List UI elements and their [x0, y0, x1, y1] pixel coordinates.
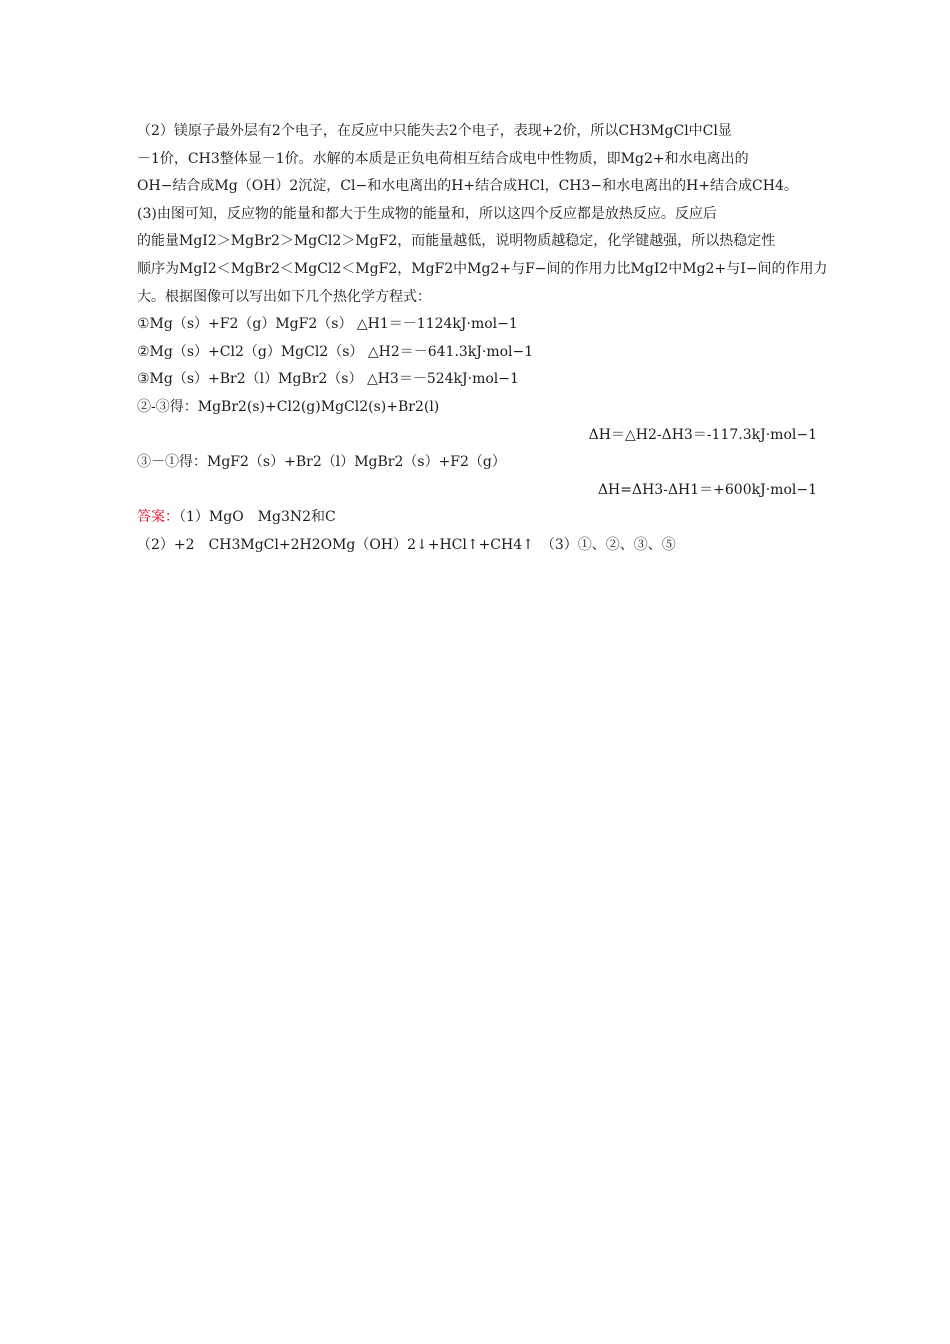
answer-line-1 — [137, 504, 817, 532]
equation-combined-b-enthalpy: ΔH=ΔH3-ΔH1＝+600kJ·mol−1 — [597, 481, 817, 498]
paragraph-3-line-4: 大。根据图像可以写出如下几个热化学方程式： — [137, 288, 431, 305]
paragraph-3-line-2: 的能量MgI2＞MgBr2＞MgCl2＞MgF2，而能量越低，说明物质越稳定，化学键越强，所以热稳定性 — [137, 233, 776, 250]
paragraph-3-line-3: 顺序为MgI2＜MgBr2＜MgCl2＜MgF2，MgF2中Mg2+与F−间的作用力比MgI2中Mg2+与I−间的作用力 — [137, 260, 828, 277]
equation-1: ①Mg（s）+F2（g）MgF2（s） △H1＝－1124kJ·mol−1 — [137, 316, 518, 333]
equation-combined-a-enthalpy: ΔH＝△H2-ΔH3＝-117.3kJ·mol−1 — [588, 426, 817, 443]
paragraph-2-line-2: －1价，CH3整体显－1价。水解的本质是正负电荷相互结合成电中性物质，即Mg2+和水电离出的 — [137, 150, 749, 167]
equation-combined-a: ②-③得：MgBr2(s)+Cl2(g)MgCl2(s)+Br2(l) — [137, 398, 440, 415]
answer-part-1: （1）MgO Mg3N2和C — [179, 509, 336, 526]
paragraph-3-line-1: (3)由图可知，反应物的能量和都大于生成物的能量和，所以这四个反应都是放热反应。反应后 — [137, 205, 717, 222]
paragraph-2-line-1: （2）镁原子最外层有2个电子，在反应中只能失去2个电子，表现+2价，所以CH3MgCl中Cl显 — [137, 123, 732, 139]
paragraph-2-line-3: OH−结合成Mg（OH）2沉淀，Cl−和水电离出的H+结合成HCl，CH3−和水电离出的H+结合成CH4。 — [137, 178, 798, 195]
equation-combined-b: ③－①得：MgF2（s）+Br2（l）MgBr2（s）+F2（g） — [137, 454, 506, 471]
equation-2: ②Mg（s）+Cl2（g）MgCl2（s） △H2＝－641.3kJ·mol−1 — [137, 343, 534, 360]
answer-label: 答案： — [137, 509, 179, 526]
equation-3: ③Mg（s）+Br2（l）MgBr2（s） △H3＝－524kJ·mol−1 — [137, 371, 519, 388]
answer-line-2: （2）+2 CH3MgCl+2H2OMg（OH）2↓+HCl↑+CH4↑ （3）①、②、③、⑤ — [137, 536, 676, 553]
solution-text — [137, 118, 828, 560]
